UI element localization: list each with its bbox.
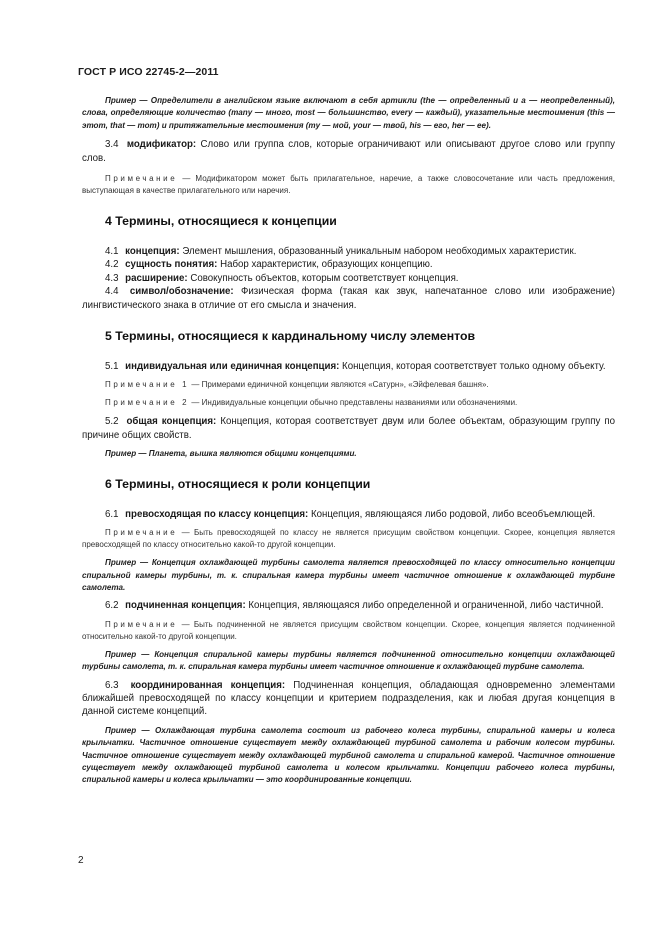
- term-definition: Элемент мышления, образованный уникальным набором необходимых характеристик.: [182, 246, 577, 258]
- note-label: Примечание: [105, 528, 178, 538]
- document-body: [82, 95, 615, 792]
- note-6-2: [82, 619, 615, 643]
- term-number: 4.3: [105, 272, 119, 284]
- note-text: — Индивидуальные концепции обычно представлены названиями или обозначениями.: [191, 398, 518, 408]
- term-4-1: [82, 245, 615, 258]
- term-definition: Концепция, являющаяся либо родовой, либо всеобъемлющей.: [310, 508, 596, 520]
- note-label: Примечание: [105, 174, 178, 184]
- term-name: общая концепция:: [126, 416, 217, 428]
- term-4-2: [82, 258, 615, 271]
- term-number: 5.2: [105, 416, 119, 428]
- section-heading-6: 6 Термины, относящиеся к роли концепции: [105, 476, 371, 491]
- term-name: подчиненная концепция:: [125, 600, 246, 612]
- note-text: — Модификатором может быть прилагательное, наречие, а также словосочетание или часть предложения, выступающая в качестве прилагательного или наречия.: [82, 174, 615, 196]
- term-definition: Концепция, которая соответствует только одному объекту.: [342, 361, 606, 373]
- term-5-1: [82, 360, 615, 373]
- page-number: 2: [78, 855, 84, 866]
- example-6-3: Пример — Охлаждающая турбина самолета состоит из рабочего колеса турбины, спиральной камеры и колеса крыльчатки. Частичное отношение существует между охлаждающей турбиной самолета и рабочим колесом турбины. Частичное отношение существует между охлаждающей турбиной самолета и спиральной камерой. Частичное отношение существует между охлаждающей турбиной самолета и колесом крыльчатки. Концепции рабочего колеса турбины, спиральной камеры и колеса крыльчатки — это координированные концепции.: [82, 725, 615, 785]
- example-6-1: Пример — Концепция охлаждающей турбины самолета является превосходящей по классу относительно концепции спиральной камеры турбины, т. к. спиральная камера турбины имеет частичное отношение к охлаждающей турбине самолета.: [82, 558, 615, 592]
- section-heading-4: 4 Термины, относящиеся к концепции: [105, 214, 337, 229]
- note-6-1: [82, 527, 615, 551]
- term-5-2: [82, 415, 615, 442]
- note-text: — Быть превосходящей по классу не является присущим свойством концепции. Скорее, концепция является превосходящей по классу относительно какой-то другой концепции.: [82, 528, 615, 550]
- term-number: 6.3: [105, 679, 119, 691]
- term-6-3: [82, 679, 615, 719]
- term-number: 6.2: [105, 600, 119, 612]
- section-heading-5: 5 Термины, относящиеся к кардинальному числу элементов: [105, 329, 476, 344]
- term-name: символ/обозначение:: [129, 286, 234, 298]
- term-number: 4.2: [105, 259, 119, 271]
- term-name: индивидуальная или единичная концепция:: [125, 361, 340, 373]
- term-name: координированная концепция:: [130, 679, 286, 691]
- note-5-1-a: [82, 379, 615, 391]
- term-definition: Слово или группа слов, которые ограничивают или описывают другое слово или группу слов.: [82, 139, 615, 164]
- term-name: превосходящая по классу концепция:: [125, 508, 309, 520]
- term-4-4: [82, 285, 615, 312]
- note-5-1-b: [82, 397, 615, 409]
- term-6-1: [82, 508, 615, 521]
- example-determiners: Пример — Определители в английском языке включают в себя артикли (the — определенный и а — неопределенный), слова, определяющие количество (many — много, most — большинство, every — каждый), указательные местоимения (this — этот, that — тот) и притяжательные местоимения (my — мой, your — твой, his — его, her — ее).: [82, 96, 615, 130]
- term-definition: Физическая форма (такая как звук, напечатанное слово или изображение) лингвистического знака в отличие от его смысла и значения.: [82, 286, 615, 311]
- note-label: Примечание: [105, 619, 178, 629]
- note-label: Примечание 1: [105, 380, 190, 390]
- term-6-2: [82, 599, 615, 612]
- document-header: ГОСТ Р ИСО 22745-2—2011: [78, 66, 219, 78]
- note-3-4: [82, 173, 615, 197]
- term-name: расширение:: [125, 272, 188, 284]
- term-name: сущность понятия:: [125, 259, 218, 271]
- note-label: Примечание 2: [105, 398, 190, 408]
- example-5-2: Пример — Планета, вышка являются общими концепциями.: [105, 449, 357, 459]
- term-definition: Набор характеристик, образующих концепцию.: [220, 259, 433, 271]
- note-text: — Быть подчиненной не является присущим свойством концепции. Скорее, концепция является подчиненной относительно какой-то другой концепции.: [82, 619, 615, 641]
- term-4-3: [82, 272, 615, 285]
- term-definition: Концепция, являющаяся либо определенной и ограниченной, либо частичной.: [248, 600, 604, 612]
- note-text: — Примерами единичной концепции являются «Сатурн», «Эйфелевая башня».: [191, 380, 489, 390]
- term-3-4: [82, 138, 615, 165]
- term-number: 6.1: [105, 508, 119, 520]
- term-number: 4.1: [105, 246, 119, 258]
- term-definition: Совокупность объектов, которым соответствует концепция.: [190, 272, 459, 284]
- term-definition: Подчиненная концепция, обладающая одновременно элементами ближайшей превосходящей по классу концепции и критерием подразделения, как и любая другая концепция в данной системе концепций.: [82, 679, 615, 718]
- term-number: 3.4: [105, 139, 119, 151]
- term-number: 4.4: [105, 286, 119, 298]
- example-6-2: Пример — Концепция спиральной камеры турбины является подчиненной относительно концепции охлаждающей турбины самолета, т. к. спиральная камера турбины имеет частичное отношение к охлаждающей турбине самолета.: [82, 649, 615, 672]
- term-name: модификатор:: [126, 139, 197, 151]
- term-name: концепция:: [125, 246, 180, 258]
- term-definition: Концепция, которая соответствует двум или более объектам, образующим группу по причине общих свойств.: [82, 416, 615, 441]
- term-number: 5.1: [105, 361, 119, 373]
